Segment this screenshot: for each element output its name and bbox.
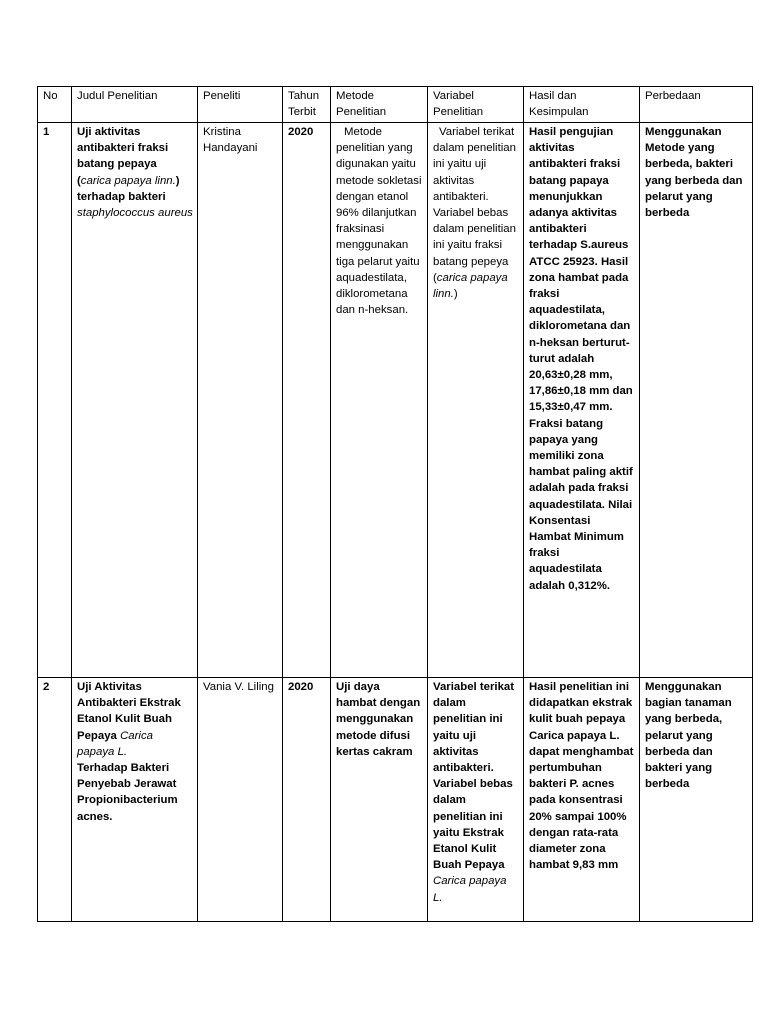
table-header-row (38, 87, 753, 123)
research-comparison-table (37, 86, 753, 922)
cell-perbedaan: Menggunakan bagian tanaman yang berbeda, pelarut yang berbeda dan bakteri yang berbeda (640, 678, 753, 922)
cell-tahun: 2020 (283, 678, 331, 922)
cell-perbedaan: Menggunakan Metode yang berbeda, bakteri yang berbeda dan pelarut yang berbeda (640, 123, 753, 678)
cell-hasil: Hasil penelitian ini didapatkan ekstrak kulit buah pepaya Carica papaya L. dapat menghambat pertumbuhan bakteri P. acnes pada konsentrasi 20% sampai 100% dengan rata-rata diameter zona hambat 9,83 mm (524, 678, 640, 922)
judul-text: Uji Aktivitas Antibakteri Ekstrak Etanol Kulit Buah Pepaya (77, 681, 181, 742)
variabel-species-italic: Carica papaya L. (433, 875, 507, 904)
header-no: No (38, 87, 72, 123)
cell-no: 2 (38, 678, 72, 922)
cell-metode (331, 123, 428, 678)
header-variabel: Variabel Penelitian (428, 87, 524, 123)
judul-rest: Terhadap Bakteri Penyebab Jerawat Propionibacterium acnes. (77, 762, 178, 823)
cell-tahun: 2020 (283, 123, 331, 678)
cell-metode: Uji daya hambat dengan menggunakan metode difusi kertas cakram (331, 678, 428, 922)
table-row (38, 123, 753, 678)
judul-bacteria-italic: staphylococcus aureus (77, 207, 193, 220)
cell-hasil: Hasil pengujian aktivitas antibakteri fraksi batang papaya menunjukkan adanya aktivitas antibakteri terhadap S.aureus ATCC 25923. Hasil zona hambat pada fraksi aquadestilata, diklorometana dan n-heksan berturut-turut adalah 20,63±0,28 mm, 17,86±0,18 mm dan 15,33±0,47 mm. Fraksi batang papaya yang memiliki zona hambat paling aktif adalah pada fraksi aquadestilata. Nilai Konsentasi Hambat Minimum fraksi aquadestilata adalah 0,312%. (524, 123, 640, 678)
variabel-text: Variabel terikat dalam penelitian ini yaitu uji aktivitas antibakteri. Variabel bebas dalam penelitian ini yaitu fraksi batang pepeya (433, 126, 516, 268)
judul-rest: terhadap bakteri (77, 190, 166, 203)
judul-line: antibakteri fraksi (77, 142, 169, 155)
variabel-paren-close: ) (453, 288, 458, 301)
header-hasil: Hasil dan Kesimpulan (524, 87, 640, 123)
judul-species-italic: Carica papaya L. (77, 729, 153, 758)
judul-line: batang pepaya (77, 158, 157, 171)
header-judul: Judul Penelitian (72, 87, 198, 123)
cell-judul (72, 678, 198, 922)
header-perbedaan: Perbedaan (640, 87, 753, 123)
cell-judul (72, 123, 198, 678)
judul-paren-close: ) (175, 174, 180, 187)
table-row (38, 678, 753, 922)
cell-peneliti: Kristina Handayani (198, 123, 283, 678)
cell-peneliti: Vania V. Liling (198, 678, 283, 922)
cell-no: 1 (38, 123, 72, 678)
variabel-paren-open: ( (433, 271, 437, 284)
header-tahun: Tahun Terbit (283, 87, 331, 123)
judul-line: Uji aktivitas (77, 126, 141, 138)
judul-species-italic: carica papaya linn. (80, 174, 176, 187)
cell-variabel (428, 123, 524, 678)
variabel-species-italic: carica papaya linn. (433, 271, 508, 301)
judul-paren-open: ( (77, 174, 81, 187)
header-metode: Metode Penelitian (331, 87, 428, 123)
variabel-text: Variabel terikat dalam penelitian ini yaitu uji aktivitas antibakteri. Variabel bebas dalam penelitian ini yaitu Ekstrak Etanol Kulit Buah Pepaya (433, 681, 515, 872)
header-peneliti: Peneliti (198, 87, 283, 123)
metode-text: Metode penelitian yang digunakan yaitu metode sokletasi dengan etanol 96% dilanjutkan fraksinasi menggunakan tiga pelarut yaitu aquadestilata, diklorometana dan n-heksan. (336, 126, 422, 317)
cell-variabel (428, 678, 524, 922)
